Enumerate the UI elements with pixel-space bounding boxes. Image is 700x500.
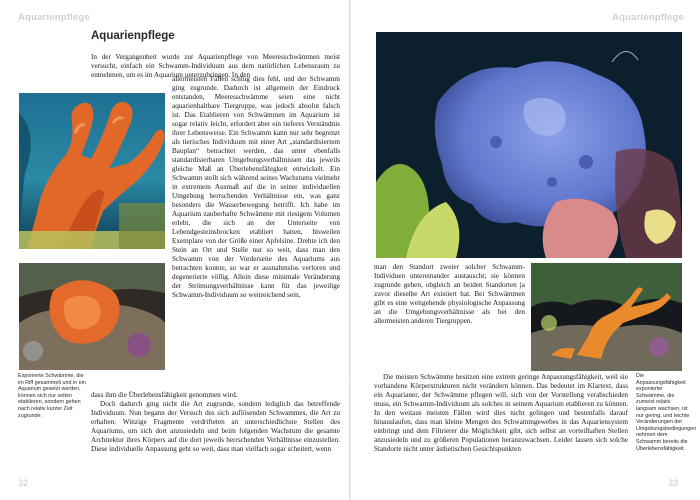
- branching-sponge-image: [19, 93, 165, 249]
- body-text-left: allermeisten Fällen schlug dies fehl, und der Schwamm ging zugrunde. Dadurch ist allgemein der Eindruck entstanden, Meeresschwämme seien eine nicht aquarienhaltbare Tiergruppe, was jedoch absolut falsch ist. Das Etablieren von Schwämmen im Aquarium ist sogar relativ leicht, erfordert aber ein tieferes Verständnis ihrer Lebensweise. Ein Schwamm kann nur sehr begrenzt als tierisches Individuum mit einer Art „standardisiertem Bauplan“ betrachtet werden, das unter ebenfalls standardisierbaren Umgebungsverhältnissen das jeweils gleiche Maß an Überlebensfähigkeit entwickelt. Ein Schwamm stellt sich während seines Wachstums vielmehr in extremem Ausmaß auf die in seiner individuellen Umgebung herrschenden Verhältnisse ein, was ganz besonders die Wasserbewegung betrifft. Ich habe im Aquarium zauberhafte Schwämme mit riesigem Volumen erlebt, die sich an der Unterseite von Lebendgesteinsbrocken etabliert hatten, bisweilen Exemplare von der Größe einer Apfelsine. Drehte ich den Stein an Ort und Stelle nur so weit, dass man den Schwamm von der Vorderseite des Aquariums aus betrachten konnte, so war er ausnahmslos verloren und degenerierte völlig. Allein diese minimale Veränderung der Strömungsverhältnisse kann für das jeweilige Schwamm-Individuum so weitreichend sein,: [172, 75, 340, 299]
- article-title: Aquarienpflege: [91, 30, 175, 42]
- caption-left: Exponierte Schwämme, die im Riff gesammelt und in ein Aquarium gesetzt werden, können sich nur selten etablieren, sondern gehen nach relativ kurzer Zeit zugrunde.: [18, 373, 86, 419]
- caption-right: Die Anpassungsfähigkeit exponierter Schwämme, die zumeist relativ langsam wachsen, ist nur gering, und leichte Veränderungen der Umgebungsbedingungen nehmen dem Schwamm bereits die Überlebensfähigkeit.: [636, 373, 697, 452]
- body-text-right-1: man den Standort zweier solcher Schwamm-Individuen untereinander austauscht; sie können zugrunde gehen, obgleich an beiden Standorten ja zuvor dieselbe Art existiert hat. Bei Schwämmen gibt es eine weitgehende physiologische Anpassung an die Umgebungsverhältnisse als bei den allermeisten anderen Tiergruppen.: [374, 263, 525, 325]
- body-column-right-bottom: [374, 373, 628, 454]
- blue-sponge-image: [376, 32, 682, 258]
- encrusting-sponge-photo: [19, 263, 165, 370]
- encrusting-sponge-image: [19, 263, 165, 370]
- branching-sponge-aquarium-image: [531, 263, 682, 371]
- intro-text: In der Vergangenheit wurde zur Aquarienpflege von Meeresschwämmen meist versucht, einfach ein Schwamm-Individuum aus dem natürlichen Lebensraum zu entnehmen, um es im Aquarium unterzubringen. In den: [91, 53, 340, 79]
- page-number-right: 33: [667, 478, 678, 488]
- running-head-left: Aquarienpflege: [18, 12, 90, 23]
- gutter: [349, 0, 351, 500]
- body-text-tail-2: Doch dadurch ging nicht die Art zugrunde, sondern lediglich das betreffende Individuum. Nun begann der Versuch des sich auflösenden Schwammes, die Art zu erhalten: Winzige Fragmente verdrifteten an unterschiedlichste Stellen des Aquariums, um sich dort anzusiedeln und beim folgenden Wachstum die gesamte Architektur ihres Körpers auf die dort jeweils herrschenden Verhältnisse einzustellen. Diese individuelle Anpassung geht so weit, dass man vielfach sogar scheitert, wenn: [91, 400, 340, 453]
- body-text-right-2: Die meisten Schwämme besitzen eine extrem geringe Anpassungsfähigkeit, weil sie vorhandene Körperstrukturen nicht verändern können. Das bedeutet im Klartext, dass ein Aquarianer, der Schwämme pflegen will, sich von der Vorstellung verabschieden muss, ein Schwamm-Individuum als solches in seinem Aquarium etablieren zu können. In den weitaus meisten Fällen wird dies nicht gelingen und bestenfalls darauf hinauslaufen, dass man kleine Mengen des Schwammgewebes in das Aquariensystem einbringt und dem Filtrierer die Möglichkeit gibt, sich selbst an vorteilhaften Stellen anzusiedeln und zu größeren Populationen heranzuwachsen. Leider lassen sich solche Standorte nicht unter ästhetischen Gesichtspunkten: [374, 373, 628, 453]
- blue-sponge-photo: [376, 32, 682, 258]
- page-number-left: 32: [18, 478, 29, 488]
- body-column-right-top: [374, 263, 525, 326]
- branching-sponge-photo: [19, 93, 165, 249]
- running-head-right: Aquarienpflege: [612, 12, 684, 23]
- body-column-left-bottom: [91, 391, 340, 454]
- body-text-tail-1: dass ihm die Überlebensfähigkeit genommen wird.: [91, 391, 238, 399]
- branching-sponge-aquarium-photo: [531, 263, 682, 371]
- body-column-left: [172, 75, 340, 300]
